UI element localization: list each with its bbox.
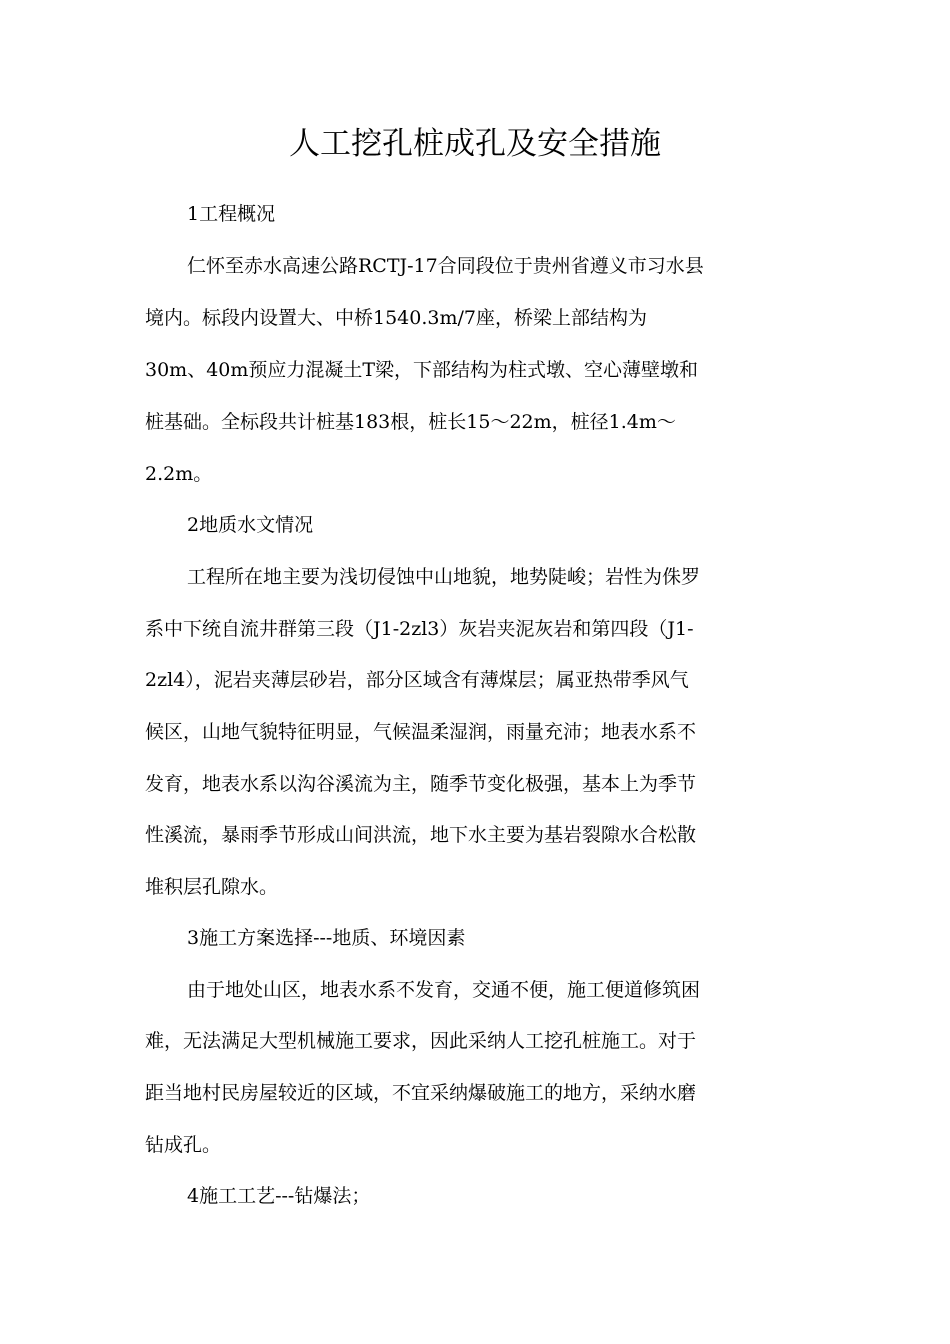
paragraph-line: 发育，地表水系以沟谷溪流为主，随季节变化极强，基本上为季节	[145, 773, 697, 795]
section-heading-geology: 2地质水文情况	[187, 514, 314, 536]
paragraph-line: 由于地处山区，地表水系不发育，交通不便，施工便道修筑困	[187, 979, 701, 1001]
paragraph-line: 候区，山地气貌特征明显，气候温柔湿润，雨量充沛；地表水系不	[145, 721, 697, 743]
document-title: 人工挖孔桩成孔及安全措施	[289, 126, 661, 162]
paragraph-line: 30m、40m预应力混凝土T梁，下部结构为柱式墩、空心薄壁墩和	[145, 359, 699, 381]
paragraph-line: 堆积层孔隙水。	[145, 876, 279, 898]
section-heading-construction-process: 4施工工艺---钻爆法；	[187, 1185, 371, 1207]
paragraph-line: 仁怀至赤水高速公路RCTJ-17合同段位于贵州省遵义市习水县	[187, 255, 704, 277]
paragraph-line: 桩基础。全标段共计桩基183根，桩长15～22m，桩径1.4m～	[145, 411, 676, 433]
section-heading-construction-plan: 3施工方案选择---地质、环境因素	[187, 927, 466, 949]
paragraph-line: 2.2m。	[145, 463, 213, 485]
paragraph-line: 系中下统自流井群第三段（J1-2zl3）灰岩夹泥灰岩和第四段（J1-	[145, 618, 694, 640]
paragraph-line: 境内。标段内设置大、中桥1540.3m/7座，桥梁上部结构为	[145, 307, 647, 329]
section-heading-overview: 1工程概况	[187, 203, 276, 225]
paragraph-line: 性溪流，暴雨季节形成山间洪流，地下水主要为基岩裂隙水合松散	[145, 824, 697, 846]
paragraph-line: 2zl4），泥岩夹薄层砂岩，部分区域含有薄煤层；属亚热带季风气	[145, 669, 689, 691]
paragraph-line: 钻成孔。	[145, 1134, 222, 1156]
paragraph-line: 距当地村民房屋较近的区域，不宜采纳爆破施工的地方，采纳水磨	[145, 1082, 697, 1104]
paragraph-line: 工程所在地主要为浅切侵蚀中山地貌，地势陡峻；岩性为侏罗	[187, 566, 701, 588]
paragraph-line: 难，无法满足大型机械施工要求，因此采纳人工挖孔桩施工。对于	[145, 1030, 697, 1052]
